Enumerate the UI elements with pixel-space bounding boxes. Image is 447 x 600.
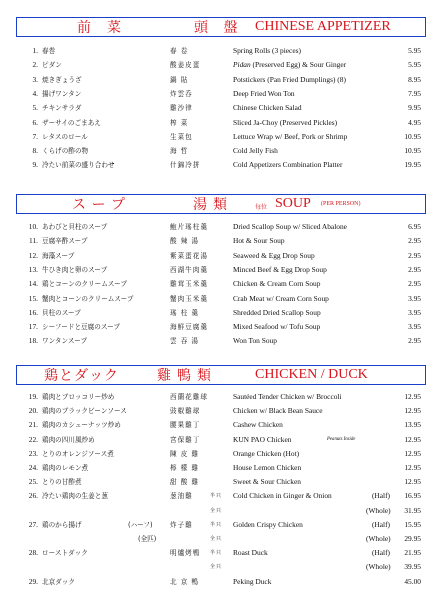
menu-item-row bbox=[0, 448, 447, 460]
item-name-en: Lettuce Wrap w/ Beef, Pork or Shrimp bbox=[233, 131, 348, 141]
item-name-en: Chinese Chicken Salad bbox=[233, 103, 302, 113]
item-portion: (Half) bbox=[371, 491, 390, 501]
item-name-jp: 海藻スープ bbox=[42, 251, 75, 260]
menu-item-row bbox=[0, 391, 447, 403]
item-name-jp: とりの甘酢煮 bbox=[42, 478, 82, 487]
menu-item-row bbox=[0, 533, 447, 545]
item-name-ch: 榨 菜 bbox=[170, 118, 189, 127]
item-name-ch: 明爐烤鴨 bbox=[170, 549, 201, 558]
item-portion: (Half) bbox=[371, 519, 390, 529]
item-name-jp: 鶏肉のブラックビーンソース bbox=[42, 407, 127, 416]
item-name-ch: 蟹肉玉米羹 bbox=[170, 294, 208, 303]
item-number: 15. bbox=[28, 293, 38, 303]
item-price: 3.95 bbox=[408, 293, 421, 303]
item-name-en: Mixed Seafood w/ Tofu Soup bbox=[233, 322, 321, 332]
item-price: 13.95 bbox=[404, 420, 421, 430]
item-number: 21. bbox=[28, 420, 38, 430]
item-name-ch: 鮑片瑤柱羹 bbox=[170, 223, 208, 231]
item-number: 28. bbox=[28, 548, 38, 558]
menu-item-row bbox=[0, 159, 447, 171]
item-name-en: Spring Rolls (3 pieces) bbox=[233, 46, 301, 55]
item-size-ch: 半只 bbox=[210, 493, 223, 500]
item-name-en: Dried Scallop Soup w/ Sliced Abalone bbox=[233, 222, 347, 231]
item-number: 18. bbox=[28, 336, 38, 346]
item-price: 5.95 bbox=[408, 60, 421, 70]
menu-item-row bbox=[0, 59, 447, 71]
item-number: 13. bbox=[28, 264, 38, 274]
item-price: 12.95 bbox=[404, 434, 421, 444]
item-name-en: Cold Appetizers Combination Platter bbox=[233, 160, 343, 170]
item-name-en-italic: Pidan bbox=[233, 60, 251, 70]
item-name-ch: 雞沙律 bbox=[170, 104, 193, 113]
item-name-en: Cashew Chicken bbox=[233, 420, 283, 430]
item-name-en: Golden Crispy Chicken bbox=[233, 519, 303, 529]
item-name-en: Chicken & Cream Corn Soup bbox=[233, 279, 321, 289]
item-name-ch: 葱油雞 bbox=[170, 492, 193, 501]
item-name-en: Shredded Dried Scallop Soup bbox=[233, 307, 321, 317]
item-name-jp: 貝柱のスープ bbox=[42, 308, 81, 317]
item-name-jp: ローストダック bbox=[42, 549, 88, 558]
item-price: 2.95 bbox=[408, 236, 421, 246]
item-number: 5. bbox=[32, 103, 38, 113]
item-name-jp: 冷たい鶏肉の生姜と葱 bbox=[42, 492, 108, 501]
item-name-ch: 海 哲 bbox=[170, 147, 189, 156]
menu-item-row bbox=[0, 505, 447, 517]
menu-item-row bbox=[0, 561, 447, 573]
item-number: 3. bbox=[32, 74, 38, 84]
item-name-ch: 北 京 鴨 bbox=[170, 577, 199, 586]
item-name-en: Sautéed Tender Chicken w/ Broccoli bbox=[233, 392, 342, 401]
item-name-jp: 豆腐辛酢スープ bbox=[42, 237, 88, 246]
item-size-ch: 全只 bbox=[210, 507, 223, 514]
menu-item-row bbox=[0, 88, 447, 100]
item-size-ch: 全只 bbox=[210, 536, 223, 542]
item-number: 10. bbox=[28, 222, 38, 231]
item-number: 20. bbox=[28, 406, 38, 416]
item-price: 12.95 bbox=[404, 477, 421, 487]
menu-item-row bbox=[0, 264, 447, 276]
item-name-jp: 鶏肉のカシューナッツ炒め bbox=[42, 421, 121, 430]
item-name-en: Chicken w/ Black Bean Sauce bbox=[233, 406, 323, 416]
menu-item-row bbox=[0, 419, 447, 431]
item-name-jp: ワンタンスープ bbox=[42, 337, 88, 346]
item-price: 9.95 bbox=[408, 103, 421, 113]
item-price: 4.95 bbox=[408, 117, 421, 127]
item-portion: (Half) bbox=[371, 548, 390, 558]
item-name-en-rest: (Preserved Egg) & Sour Ginger bbox=[250, 60, 347, 70]
menu-item-row bbox=[0, 221, 447, 233]
item-number: 14. bbox=[28, 279, 38, 289]
item-price: 21.95 bbox=[404, 548, 421, 558]
item-name-jp: 北京ダック bbox=[42, 577, 75, 586]
item-price: 31.95 bbox=[404, 505, 421, 515]
menu-item-row bbox=[0, 576, 447, 588]
item-number: 8. bbox=[32, 146, 38, 156]
menu-item-row bbox=[0, 490, 447, 502]
item-name-en: Minced Beef & Egg Drop Soup bbox=[233, 264, 327, 274]
item-price: 15.95 bbox=[404, 519, 421, 529]
item-name-en: Crab Meat w/ Cream Corn Soup bbox=[233, 293, 329, 303]
item-portion: (Whole) bbox=[366, 505, 391, 515]
item-name-en: Sliced Ja-Choy (Preserved Pickles) bbox=[233, 117, 338, 127]
item-number: 7. bbox=[32, 131, 38, 141]
section-header bbox=[16, 365, 426, 385]
section-title-en: SOUP bbox=[275, 196, 311, 211]
item-number: 25. bbox=[28, 477, 38, 487]
item-name-jp: あわびと貝柱のスープ bbox=[42, 223, 108, 231]
item-name-en: Won Ton Soup bbox=[233, 336, 277, 346]
item-name-en: Roast Duck bbox=[233, 548, 268, 558]
section-title-ch: 雞鴨類 bbox=[157, 369, 217, 384]
item-name-jp: 焼きぎょうざ bbox=[42, 75, 82, 84]
menu-item-row bbox=[0, 405, 447, 417]
item-size-ch: 半只 bbox=[210, 521, 223, 528]
item-name-jp: 鶏肉の四川風炒め bbox=[42, 435, 95, 444]
menu-item-row bbox=[0, 131, 447, 143]
item-name-ch: 西湖牛肉羹 bbox=[170, 265, 208, 274]
item-size-ch: 半只 bbox=[210, 550, 223, 557]
item-name-jp: 冷たい前菜の盛り合わせ bbox=[42, 161, 115, 170]
item-price: 2.95 bbox=[408, 336, 421, 346]
section-title-en: CHICKEN / DUCK bbox=[255, 367, 368, 382]
item-price: 5.95 bbox=[408, 46, 421, 55]
item-price: 12.95 bbox=[404, 406, 421, 416]
item-price: 10.95 bbox=[404, 146, 421, 156]
item-name-jp: ピダン bbox=[42, 61, 62, 70]
item-name-ch: 雞茸玉米羹 bbox=[170, 280, 208, 289]
item-name-ch: 豉椒雞球 bbox=[170, 407, 201, 416]
item-name-en: Seaweed & Egg Drop Soup bbox=[233, 250, 315, 260]
item-price: 3.95 bbox=[408, 307, 421, 317]
item-name-ch: 炸子雞 bbox=[170, 520, 193, 529]
item-price: 2.95 bbox=[408, 250, 421, 260]
item-name-jp: とりのオレンジソース煮 bbox=[42, 449, 114, 458]
item-size-jp: (全匹) bbox=[138, 535, 157, 543]
item-size-jp: (ハーフ) bbox=[128, 520, 153, 529]
item-name-ch: 紫菜蛋花湯 bbox=[170, 251, 208, 260]
section-title-ch: 湯類 bbox=[193, 198, 233, 213]
item-name-ch: 生菜包 bbox=[170, 132, 193, 141]
item-number: 11. bbox=[29, 236, 38, 246]
section-title-ch: 頭 盤 bbox=[194, 21, 244, 36]
item-portion: (Whole) bbox=[366, 534, 391, 543]
menu-item-row bbox=[0, 45, 447, 57]
item-price: 16.95 bbox=[404, 491, 421, 501]
section-header bbox=[16, 17, 426, 37]
item-number: 4. bbox=[32, 88, 38, 98]
item-name-ch: 宮保雞丁 bbox=[170, 435, 201, 444]
item-number: 17. bbox=[28, 322, 38, 332]
item-name-jp: 春巻 bbox=[42, 47, 56, 55]
item-name-ch: 腰果雞丁 bbox=[170, 421, 201, 430]
item-name-ch: 海鮮豆腐羹 bbox=[170, 323, 208, 332]
item-name-en: Sweet & Sour Chicken bbox=[233, 477, 301, 487]
section-title-small: 每位 bbox=[255, 205, 268, 211]
item-price: 6.95 bbox=[408, 222, 421, 231]
item-price: 12.95 bbox=[404, 448, 421, 458]
item-portion: (Whole) bbox=[366, 562, 391, 572]
menu-item-row bbox=[0, 547, 447, 559]
item-price: 29.95 bbox=[404, 534, 421, 543]
item-name-jp: 蟹肉とコーンのクリームスープ bbox=[42, 294, 134, 303]
item-name-ch: 鍋 貼 bbox=[170, 75, 189, 84]
item-number: 2. bbox=[32, 60, 38, 70]
item-note: Peanuts Inside bbox=[327, 436, 356, 442]
item-name-ch: 甜 酸 雞 bbox=[170, 478, 199, 487]
item-name-jp: 鶏のから揚げ bbox=[42, 520, 82, 529]
item-name-en: Cold Chicken in Ginger & Onion bbox=[233, 491, 332, 501]
item-name-jp: くらげの酢の物 bbox=[42, 147, 89, 156]
item-price: 2.95 bbox=[408, 264, 421, 274]
menu-item-row bbox=[0, 476, 447, 488]
section-header bbox=[16, 194, 426, 214]
menu-item-row bbox=[0, 462, 447, 474]
item-name-ch: 酸姜皮蛋 bbox=[170, 61, 201, 70]
item-price: 12.95 bbox=[404, 392, 421, 401]
item-name-en: Hot & Sour Soup bbox=[233, 236, 285, 246]
item-number: 23. bbox=[28, 448, 38, 458]
item-number: 19. bbox=[28, 392, 38, 401]
section-title-en: CHINESE APPETIZER bbox=[255, 19, 391, 34]
menu-item-row bbox=[0, 519, 447, 531]
menu-item-row bbox=[0, 278, 447, 290]
item-name-jp: ザーサイのごまあえ bbox=[42, 118, 101, 127]
item-name-en: Potstickers (Pan Fried Dumplings) (8) bbox=[233, 74, 346, 84]
item-price: 12.95 bbox=[404, 463, 421, 472]
item-name-en: Orange Chicken (Hot) bbox=[233, 448, 300, 458]
item-number: 29. bbox=[28, 576, 38, 586]
menu-item-row bbox=[0, 145, 447, 157]
item-name-ch: 炸雲呑 bbox=[170, 89, 193, 98]
item-number: 6. bbox=[32, 117, 38, 127]
item-price: 19.95 bbox=[404, 160, 421, 170]
item-name-jp: 鶏肉のレモン煮 bbox=[42, 464, 89, 472]
item-price: 8.95 bbox=[408, 74, 421, 84]
item-number: 27. bbox=[28, 519, 38, 529]
item-price: 39.95 bbox=[404, 562, 421, 572]
item-name-en bbox=[233, 59, 346, 71]
item-name-ch: 瑤 柱 羹 bbox=[170, 308, 199, 317]
item-name-ch: 什錦冷拼 bbox=[170, 161, 201, 170]
item-name-ch: 雲 吞 湯 bbox=[170, 337, 199, 346]
item-number: 24. bbox=[28, 463, 38, 472]
menu-item-row bbox=[0, 307, 447, 319]
item-price: 2.95 bbox=[408, 279, 421, 289]
item-name-jp: シーフードと豆腐のスープ bbox=[42, 323, 120, 332]
item-name-jp: チキンサラダ bbox=[42, 104, 82, 113]
item-price: 45.00 bbox=[404, 576, 421, 586]
menu-item-row bbox=[0, 117, 447, 129]
item-name-jp: 揚げワンタン bbox=[42, 89, 82, 98]
menu-item-row bbox=[0, 321, 447, 333]
item-number: 22. bbox=[28, 434, 38, 444]
menu-item-row bbox=[0, 235, 447, 247]
item-name-en: Cold Jelly Fish bbox=[233, 146, 278, 156]
menu-item-row bbox=[0, 293, 447, 305]
item-name-jp: 牛ひき肉と卵のスープ bbox=[42, 265, 108, 274]
item-price: 3.95 bbox=[408, 322, 421, 332]
item-name-jp: 鶏肉とブロッコリー炒め bbox=[42, 393, 115, 401]
item-number: 1. bbox=[32, 46, 38, 55]
item-name-en: House Lemon Chicken bbox=[233, 463, 302, 472]
item-name-en: KUN PAO Chicken bbox=[233, 434, 292, 444]
item-number: 12. bbox=[28, 250, 38, 260]
item-number: 9. bbox=[32, 160, 38, 170]
item-name-jp: レタスのロール bbox=[42, 132, 88, 141]
menu-item-row bbox=[0, 434, 447, 446]
item-name-ch: 春 卷 bbox=[170, 47, 189, 55]
item-name-ch: 陳 皮 雞 bbox=[170, 449, 199, 458]
section-title-jp: ス ー プ bbox=[72, 198, 126, 213]
menu-item-row bbox=[0, 74, 447, 86]
item-name-ch: 酸 辣 湯 bbox=[170, 237, 199, 246]
item-number: 16. bbox=[28, 307, 38, 317]
item-name-en: Deep Fried Won Ton bbox=[233, 88, 295, 98]
menu-item-row bbox=[0, 250, 447, 262]
menu-item-row bbox=[0, 335, 447, 347]
item-name-en: Peking Duck bbox=[233, 576, 272, 586]
item-price: 10.95 bbox=[404, 131, 421, 141]
section-title-jp: 鶏とダック bbox=[44, 369, 119, 384]
item-size-ch: 全只 bbox=[210, 564, 223, 571]
section-note: (PER PERSON) bbox=[321, 201, 361, 207]
menu-item-row bbox=[0, 102, 447, 114]
item-number: 26. bbox=[28, 491, 38, 501]
item-price: 7.95 bbox=[408, 88, 421, 98]
item-name-jp: 鶏とコーンのクリームスープ bbox=[42, 280, 127, 289]
section-title-jp: 前 菜 bbox=[77, 21, 122, 36]
item-name-ch: 檸 檬 雞 bbox=[170, 464, 199, 472]
item-name-ch: 西蘭花雞球 bbox=[170, 393, 208, 401]
